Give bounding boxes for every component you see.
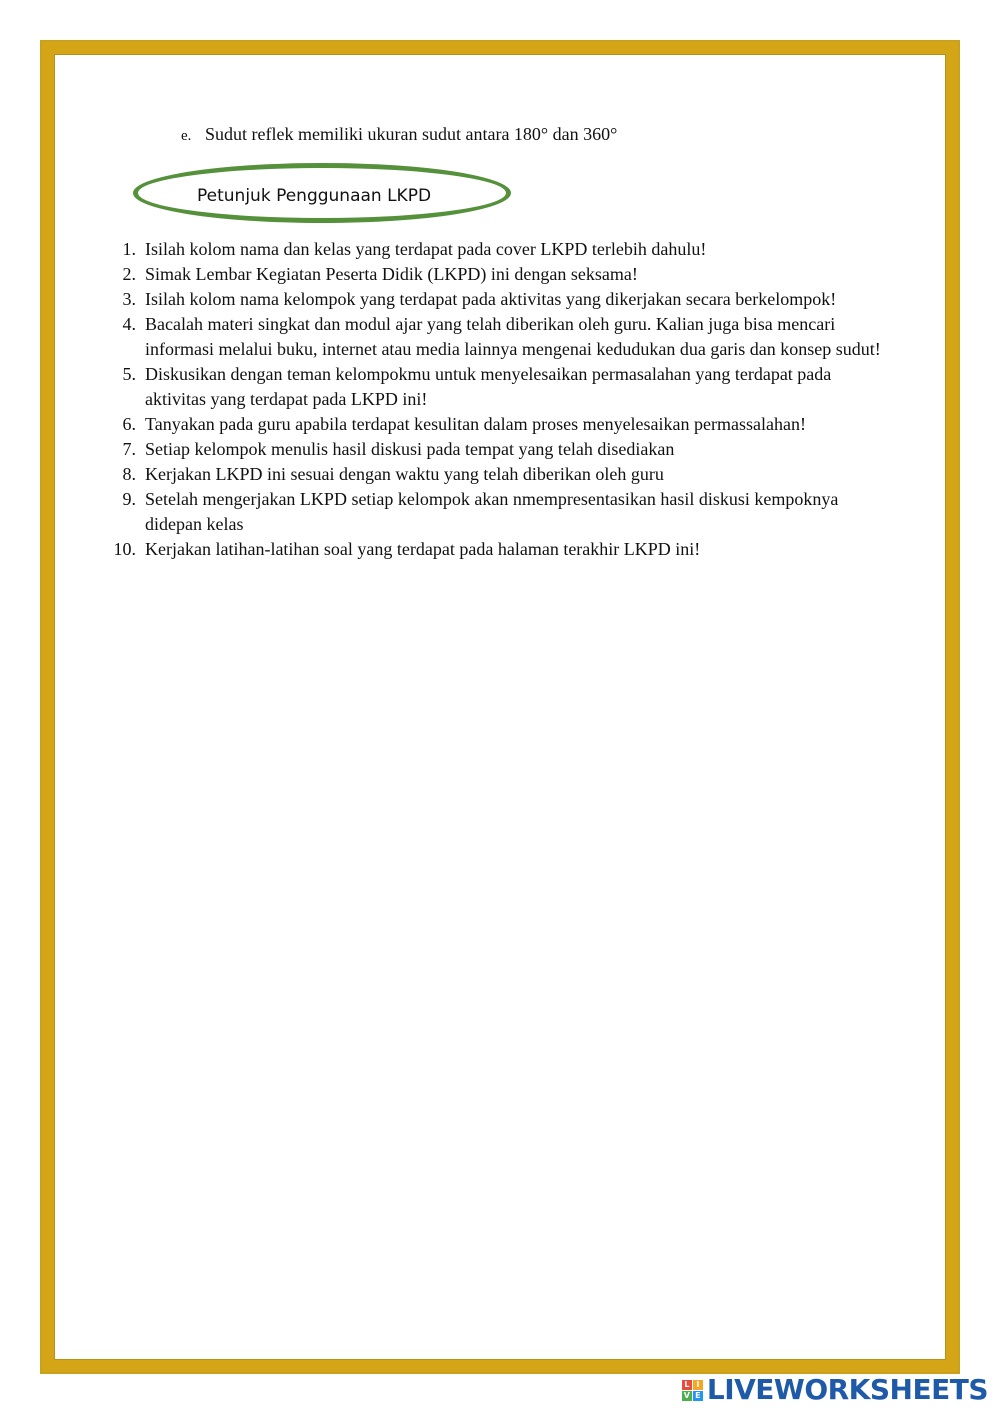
list-number: 9. xyxy=(122,489,136,509)
list-item xyxy=(96,487,886,537)
list-item xyxy=(96,412,886,437)
list-number: 5. xyxy=(122,364,136,384)
instructions-list xyxy=(96,237,886,562)
list-item xyxy=(96,437,886,462)
list-item xyxy=(96,462,886,487)
list-number: 7. xyxy=(122,439,136,459)
list-number: 4. xyxy=(122,314,136,334)
list-item-text: Sudut reflek memiliki ukuran sudut antara 180° dan 360° xyxy=(205,124,618,144)
list-item-text: Kerjakan latihan-latihan soal yang terdapat pada halaman terakhir LKPD ini! xyxy=(145,539,701,559)
list-item xyxy=(96,362,886,412)
list-item xyxy=(96,537,886,562)
list-item-text: Isilah kolom nama dan kelas yang terdapat pada cover LKPD terlebih dahulu! xyxy=(145,239,707,259)
list-number: 3. xyxy=(122,289,136,309)
list-item xyxy=(96,237,886,262)
logo-letter: I xyxy=(693,1380,703,1390)
logo-letter: L xyxy=(682,1380,692,1390)
list-item-text: Bacalah materi singkat dan modul ajar yang telah diberikan oleh guru. Kalian juga bisa mencari informasi melalui buku, internet atau media lainnya mengenai kedudukan dua garis dan konsep sudut! xyxy=(145,314,881,359)
list-number: 1. xyxy=(122,239,136,259)
list-item-text: Setiap kelompok menulis hasil diskusi pada tempat yang telah disediakan xyxy=(145,439,675,459)
list-item xyxy=(96,312,886,362)
list-item-text: Simak Lembar Kegiatan Peserta Didik (LKPD) ini dengan seksama! xyxy=(145,264,638,284)
logo-letter: E xyxy=(693,1391,703,1401)
list-number: 2. xyxy=(122,264,136,284)
list-item xyxy=(96,262,886,287)
brand-name: LIVEWORKSHEETS xyxy=(706,1373,988,1406)
list-number: 8. xyxy=(122,464,136,484)
liveworksheets-logo-icon xyxy=(682,1380,703,1401)
list-item-text: Diskusikan dengan teman kelompokmu untuk menyelesaikan permasalahan yang terdapat pada aktivitas yang terdapat pada LKPD ini! xyxy=(145,364,832,409)
list-item xyxy=(96,287,886,312)
list-item-e xyxy=(181,122,617,148)
list-marker: e. xyxy=(181,128,192,144)
liveworksheets-watermark xyxy=(682,1374,988,1406)
logo-letter: V xyxy=(683,1390,690,1400)
list-item-text: Kerjakan LKPD ini sesuai dengan waktu yang telah diberikan oleh guru xyxy=(145,464,664,484)
list-number: 6. xyxy=(122,414,136,434)
list-number: 10. xyxy=(113,539,136,559)
list-item-text: Isilah kolom nama kelompok yang terdapat pada aktivitas yang dikerjakan secara berkelompok! xyxy=(145,289,837,309)
section-title: Petunjuk Penggunaan LKPD xyxy=(197,186,432,206)
list-item-text: Tanyakan pada guru apabila terdapat kesulitan dalam proses menyelesaikan permassalahan! xyxy=(145,414,806,434)
list-item-text: Setelah mengerjakan LKPD setiap kelompok akan nmempresentasikan hasil diskusi kempoknya didepan kelas xyxy=(145,489,839,534)
